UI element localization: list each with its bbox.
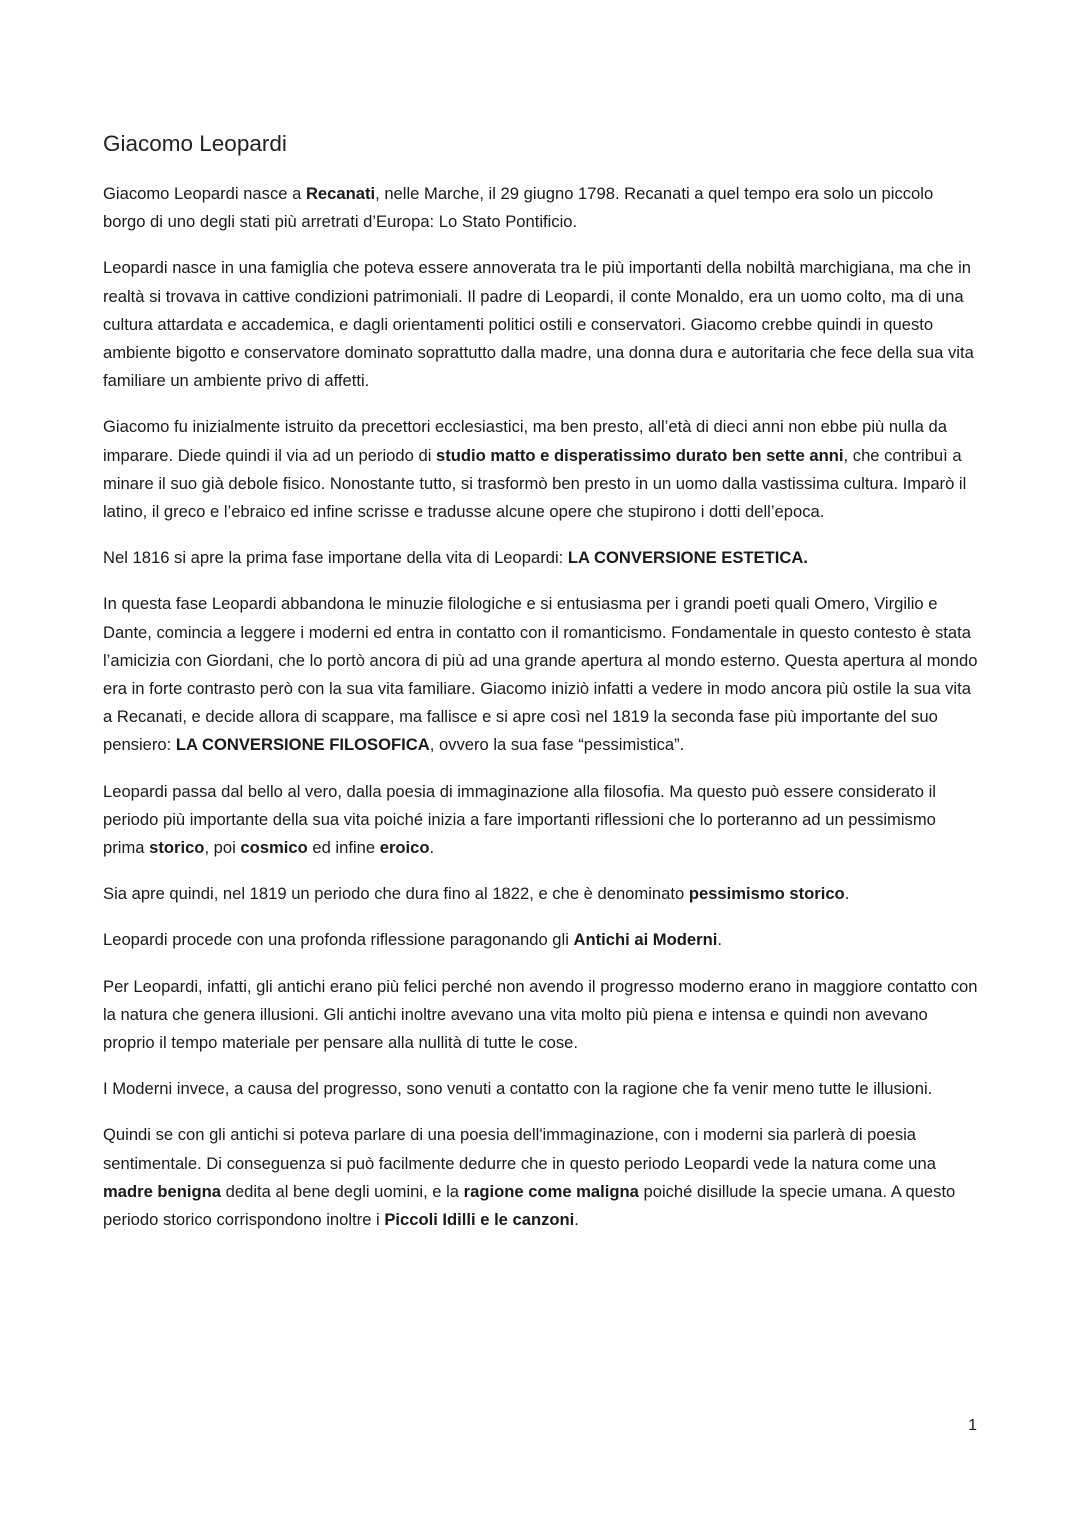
text-run: poiché disillude la specie umana. A questo periodo storico corrispondono inoltre i	[103, 1181, 956, 1230]
bold-text-run: studio matto e disperatissimo durato ben sette anni	[436, 445, 844, 465]
page-number: 1	[968, 1417, 977, 1434]
text-run: .	[844, 884, 850, 904]
text-run: .	[717, 930, 722, 950]
text-run: In questa fase Leopardi abbandona le minuzie filologiche e si entusiasma per i grandi poeti quali Omero, Virgilio e Dante, comincia a leggere i moderni ed entra in contatto con il romanticismo. Fondamentale in questo contesto è stata l’amicizia con Giordani, che lo portò ancora di più ad una grande apertura al mondo esterno. Questa apertura al mondo era in forte contrasto però con la sua vita familiare. Giacomo iniziò infatti a vedere in modo ancora più ostile la sua vita a Recanati, e decide allora di scappare, ma fallisce e si apre così nel 1819 la seconda fase più importante del suo pensiero:	[103, 594, 978, 755]
text-run: , ovvero la sua fase “pessimistica”.	[429, 735, 685, 755]
bold-text-run: ragione come maligna	[463, 1181, 639, 1201]
text-run: .	[574, 1210, 579, 1230]
paragraph	[103, 590, 978, 759]
paragraph	[103, 973, 978, 1058]
text-run: ed infine	[307, 838, 380, 858]
text-run: , poi	[204, 838, 241, 858]
document-page	[103, 128, 978, 1252]
bold-text-run: pessimismo storico	[688, 884, 845, 904]
paragraph	[103, 778, 978, 863]
paragraph	[103, 180, 978, 236]
bold-text-run: cosmico	[240, 838, 308, 858]
paragraph	[103, 1121, 978, 1234]
paragraph	[103, 926, 978, 954]
paragraph	[103, 880, 978, 908]
bold-text-run: LA CONVERSIONE FILOSOFICA	[175, 735, 430, 755]
text-run: Sia apre quindi, nel 1819 un periodo che dura fino al 1822, e che è denominato	[103, 884, 689, 904]
text-run: Quindi se con gli antichi si poteva parlare di una poesia dell'immaginazione, con i moderni sia parlerà di poesia sentimentale. Di conseguenza si può facilmente dedurre che in questo periodo Leopardi vede la natura come una	[103, 1125, 936, 1173]
document-body	[103, 180, 978, 1234]
paragraph	[103, 544, 978, 572]
bold-text-run: Recanati	[305, 184, 376, 203]
text-run: , che contribuì a minare il suo già debole fisico. Nonostante tutto, si trasformò ben presto in un uomo dalla vastissima cultura. Imparò il latino, il greco e l’ebraico ed infine scrisse e tradusse alcune opere che stupirono i dotti dell’epoca.	[103, 445, 967, 522]
text-run: Giacomo Leopardi nasce a	[103, 184, 306, 203]
paragraph	[103, 254, 978, 395]
text-run: Per Leopardi, infatti, gli antichi erano più felici perché non avendo il progresso moderno erano in maggiore contatto con la natura che genera illusioni. Gli antichi inoltre avevano una vita molto più piena e intensa e quindi non avevano proprio il tempo materiale per pensare alla nullità di tutte le cose.	[103, 976, 978, 1053]
text-run: Leopardi procede con una profonda riflessione paragonando gli	[103, 930, 574, 950]
text-run: Nel 1816 si apre la prima fase importane della vita di Leopardi:	[103, 548, 568, 568]
bold-text-run: Piccoli Idilli e le canzoni	[384, 1210, 575, 1230]
text-run: , nelle Marche, il 29 giugno 1798. Recanati a quel tempo era solo un piccolo borgo di uno degli stati più arretrati d’Europa: Lo Stato Pontificio.	[103, 184, 934, 232]
text-run: Leopardi nasce in una famiglia che poteva essere annoverata tra le più importanti della nobiltà marchigiana, ma che in realtà si trovava in cattive condizioni patrimoniali. Il padre di Leopardi, il conte Monaldo, era un uomo colto, ma di una cultura attardata e accademica, e dagli orientamenti politici ostili e conservatori. Giacomo crebbe quindi in questo ambiente bigotto e conservatore dominato soprattutto dalla madre, una donna dura e autoritaria che fece della sua vita familiare un ambiente privo di affetti.	[103, 258, 974, 391]
paragraph	[103, 1075, 978, 1103]
text-run: Giacomo fu inizialmente istruito da precettori ecclesiastici, ma ben presto, all’età di dieci anni non ebbe più nulla da imparare. Diede quindi il via ad un periodo di	[103, 417, 947, 465]
bold-text-run: eroico	[379, 838, 430, 858]
text-run: Leopardi passa dal bello al vero, dalla poesia di immaginazione alla filosofia. Ma questo può essere considerato il periodo più importante della sua vita poiché inizia a fare importanti riflessioni che lo porteranno ad un pessimismo prima	[103, 781, 936, 858]
paragraph	[103, 413, 978, 526]
bold-text-run: madre benigna	[103, 1181, 222, 1201]
document-title: Giacomo Leopardi	[103, 131, 287, 156]
text-run: .	[429, 838, 435, 858]
text-run: I Moderni invece, a causa del progresso, sono venuti a contatto con la ragione che fa venir meno tutte le illusioni.	[103, 1079, 933, 1099]
text-run: dedita al bene degli uomini, e la	[221, 1181, 464, 1201]
bold-text-run: storico	[149, 838, 205, 858]
bold-text-run: LA CONVERSIONE ESTETICA.	[567, 548, 808, 568]
bold-text-run: Antichi ai Moderni	[573, 930, 718, 950]
